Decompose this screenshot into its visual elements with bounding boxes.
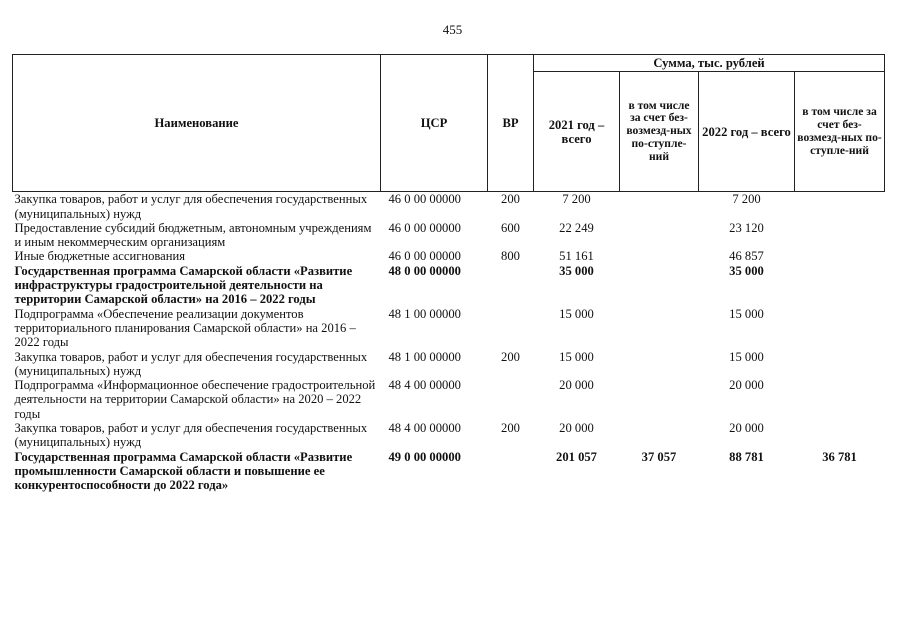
row-vr: 600 <box>501 220 520 235</box>
row-csr: 46 0 00 00000 <box>388 220 461 235</box>
row-name: Иные бюджетные ассигнования <box>14 249 186 264</box>
row-2021-gratuitous: 37 057 <box>641 449 677 464</box>
row-name: Закупка товаров, работ и услуг для обеспечения государственных (муниципальных) нужд <box>14 349 368 378</box>
row-2022-gratuitous <box>795 192 885 221</box>
budget-table <box>12 54 885 493</box>
row-2022-total: 7 200 <box>732 192 761 207</box>
row-2022-gratuitous <box>795 378 885 421</box>
table-row <box>13 221 885 250</box>
row-2022-gratuitous <box>795 421 885 450</box>
row-vr <box>488 378 534 421</box>
row-2021-gratuitous <box>620 421 699 450</box>
table-row-program <box>13 450 885 493</box>
page-number: 455 <box>442 22 463 37</box>
row-csr: 48 4 00 00000 <box>388 421 461 436</box>
row-2021-gratuitous <box>620 307 699 350</box>
row-csr: 48 0 00 00000 <box>388 263 461 278</box>
row-2021-total: 20 000 <box>559 421 594 436</box>
row-vr <box>488 264 534 307</box>
row-2022-total: 20 000 <box>729 378 764 393</box>
row-2021-total: 15 000 <box>559 349 594 364</box>
header-2022-total: 2022 год – всего <box>699 72 795 192</box>
row-2021-total: 201 057 <box>556 449 597 464</box>
row-vr: 200 <box>501 192 520 207</box>
row-csr: 48 4 00 00000 <box>388 378 461 393</box>
row-2021-total: 20 000 <box>559 378 594 393</box>
row-name: Закупка товаров, работ и услуг для обеспечения государственных (муниципальных) нужд <box>14 421 368 450</box>
table-row <box>13 378 885 421</box>
row-name: Предоставление субсидий бюджетным, автономным учреждениям и иным некоммерческим организациям <box>14 220 372 250</box>
table-row <box>13 421 885 450</box>
row-2021-total: 22 249 <box>559 220 594 235</box>
row-2022-gratuitous <box>795 307 885 350</box>
row-2022-total: 15 000 <box>729 306 764 321</box>
row-name: Закупка товаров, работ и услуг для обеспечения государственных (муниципальных) нужд <box>14 192 368 221</box>
header-2022-gratuitous: в том числе за счет без-возмезд-ных по-ступле-ний <box>795 72 885 192</box>
header-name: Наименование <box>13 55 381 192</box>
table-row-program <box>13 264 885 307</box>
table-row <box>13 350 885 379</box>
row-2022-gratuitous <box>795 221 885 250</box>
row-2022-total: 15 000 <box>729 349 764 364</box>
header-vr: ВР <box>488 55 534 192</box>
row-2021-gratuitous <box>620 221 699 250</box>
row-vr: 200 <box>501 421 520 436</box>
row-vr: 800 <box>501 249 520 264</box>
table-row <box>13 249 885 263</box>
table-row <box>13 192 885 221</box>
row-name: Государственная программа Самарской области «Развитие инфраструктуры градостроительной деятельности на территории Самарской области» на 2016 – 2022 годы <box>14 263 353 307</box>
row-2021-total: 15 000 <box>559 306 594 321</box>
row-2022-gratuitous <box>795 350 885 379</box>
row-csr: 49 0 00 00000 <box>388 449 461 464</box>
row-2022-total: 88 781 <box>729 449 764 464</box>
row-vr: 200 <box>501 349 520 364</box>
row-2022-total: 23 120 <box>729 220 764 235</box>
row-name: Государственная программа Самарской области «Развитие промышленности Самарской области и повышение ее конкурентоспособности до 2022 года» <box>14 449 353 493</box>
table-body <box>13 192 885 493</box>
header-2021-total: 2021 год – всего <box>534 72 620 192</box>
row-vr <box>488 307 534 350</box>
row-2021-total: 35 000 <box>559 263 594 278</box>
header-sum-group: Сумма, тыс. рублей <box>534 55 885 72</box>
row-2021-gratuitous <box>620 249 699 263</box>
row-2021-gratuitous <box>620 350 699 379</box>
row-2021-total: 7 200 <box>562 192 591 207</box>
header-2021-gratuitous: в том числе за счет без-возмезд-ных по-ступле-ний <box>620 72 699 192</box>
row-2022-gratuitous <box>795 264 885 307</box>
row-name: Подпрограмма «Информационное обеспечение градостроительной деятельности на территории Самарской области» на 2020 – 2022 годы <box>14 378 376 421</box>
row-2022-gratuitous <box>795 249 885 263</box>
row-2022-total: 20 000 <box>729 421 764 436</box>
row-csr: 46 0 00 00000 <box>388 249 461 264</box>
row-2021-total: 51 161 <box>559 249 594 264</box>
row-csr: 48 1 00 00000 <box>388 306 461 321</box>
row-csr: 46 0 00 00000 <box>388 192 461 207</box>
row-2022-total: 35 000 <box>729 263 764 278</box>
row-2021-gratuitous <box>620 192 699 221</box>
row-name: Подпрограмма «Обеспечение реализации документов территориального планирования Самарской области» на 2016 – 2022 годы <box>14 306 356 350</box>
table-row <box>13 307 885 350</box>
row-csr: 48 1 00 00000 <box>388 349 461 364</box>
row-2022-total: 46 857 <box>729 249 764 264</box>
row-2021-gratuitous <box>620 378 699 421</box>
table-header <box>13 55 885 192</box>
row-2021-gratuitous <box>620 264 699 307</box>
row-2022-gratuitous: 36 781 <box>822 449 857 464</box>
header-csr: ЦСР <box>381 55 488 192</box>
row-vr <box>488 450 534 493</box>
